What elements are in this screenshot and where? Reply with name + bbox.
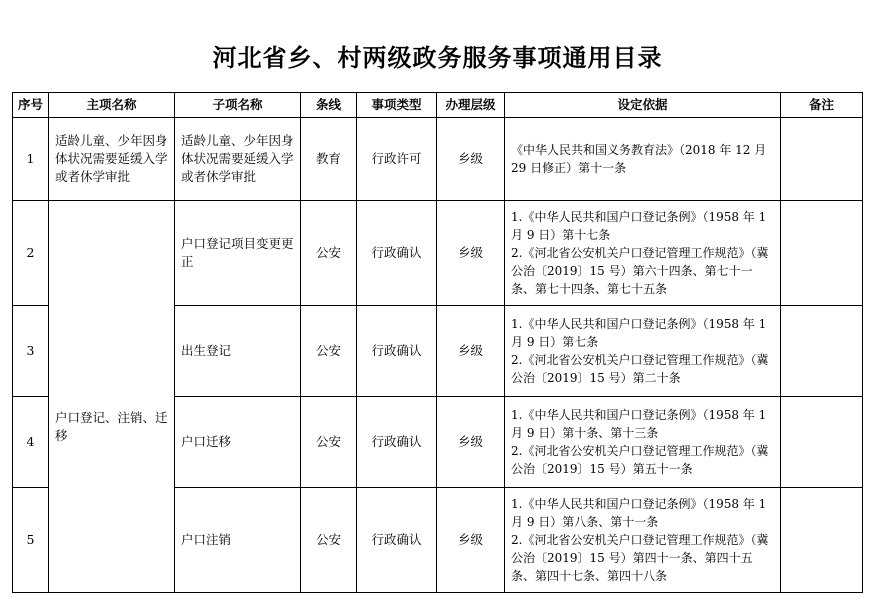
sub-item-cell: 出生登记 <box>175 306 301 397</box>
table-row <box>13 201 863 306</box>
basis-cell: 1.《中华人民共和国户口登记条例》（1958 年 1 月 9 日）第十七条 2.《河北省公安机关户口登记管理工作规范》（冀公治〔2019〕15 号）第六十四条、第七十一条、第七十四条、第七十五条 <box>505 201 781 306</box>
header-seq: 序号 <box>13 93 49 118</box>
sub-item-cell: 户口注销 <box>175 488 301 593</box>
note-cell <box>781 488 863 593</box>
line-cell: 公安 <box>301 306 357 397</box>
level-cell: 乡级 <box>437 306 505 397</box>
basis-cell: 《中华人民共和国义务教育法》（2018 年 12 月 29 日修正）第十一条 <box>505 118 781 201</box>
level-cell: 乡级 <box>437 118 505 201</box>
type-cell: 行政确认 <box>357 488 437 593</box>
seq-cell: 3 <box>13 306 49 397</box>
line-cell: 公安 <box>301 397 357 488</box>
header-note: 备注 <box>781 93 863 118</box>
header-basis: 设定依据 <box>505 93 781 118</box>
line-cell: 公安 <box>301 201 357 306</box>
basis-cell: 1.《中华人民共和国户口登记条例》（1958 年 1 月 9 日）第十条、第十三条 2.《河北省公安机关户口登记管理工作规范》（冀公治〔2019〕15 号）第五十一条 <box>505 397 781 488</box>
sub-item-cell: 户口登记项目变更更正 <box>175 201 301 306</box>
level-cell: 乡级 <box>437 201 505 306</box>
sub-item-cell: 户口迁移 <box>175 397 301 488</box>
line-cell: 教育 <box>301 118 357 201</box>
note-cell <box>781 397 863 488</box>
basis-cell: 1.《中华人民共和国户口登记条例》（1958 年 1 月 9 日）第七条 2.《河北省公安机关户口登记管理工作规范》（冀公治〔2019〕15 号）第二十条 <box>505 306 781 397</box>
line-cell: 公安 <box>301 488 357 593</box>
catalog-table <box>12 92 863 593</box>
main-item-cell: 适龄儿童、少年因身体状况需要延缓入学或者休学审批 <box>49 118 175 201</box>
type-cell: 行政确认 <box>357 201 437 306</box>
type-cell: 行政确认 <box>357 306 437 397</box>
header-main: 主项名称 <box>49 93 175 118</box>
seq-cell: 2 <box>13 201 49 306</box>
document-title: 河北省乡、村两级政务服务事项通用目录 <box>212 44 663 72</box>
header-row <box>13 93 863 118</box>
note-cell <box>781 118 863 201</box>
level-cell: 乡级 <box>437 488 505 593</box>
seq-cell: 5 <box>13 488 49 593</box>
seq-cell: 4 <box>13 397 49 488</box>
type-cell: 行政许可 <box>357 118 437 201</box>
header-type: 事项类型 <box>357 93 437 118</box>
seq-cell: 1 <box>13 118 49 201</box>
sub-item-cell: 适龄儿童、少年因身体状况需要延缓入学或者休学审批 <box>175 118 301 201</box>
note-cell <box>781 306 863 397</box>
header-sub: 子项名称 <box>175 93 301 118</box>
basis-cell: 1.《中华人民共和国户口登记条例》（1958 年 1 月 9 日）第八条、第十一条 2.《河北省公安机关户口登记管理工作规范》（冀公治〔2019〕15 号）第四十一条、第四十五条、第四十七条、第四十八条 <box>505 488 781 593</box>
table-row <box>13 118 863 201</box>
level-cell: 乡级 <box>437 397 505 488</box>
main-item-cell: 户口登记、注销、迁移 <box>49 201 175 593</box>
header-level: 办理层级 <box>437 93 505 118</box>
header-line: 条线 <box>301 93 357 118</box>
note-cell <box>781 201 863 306</box>
type-cell: 行政确认 <box>357 397 437 488</box>
